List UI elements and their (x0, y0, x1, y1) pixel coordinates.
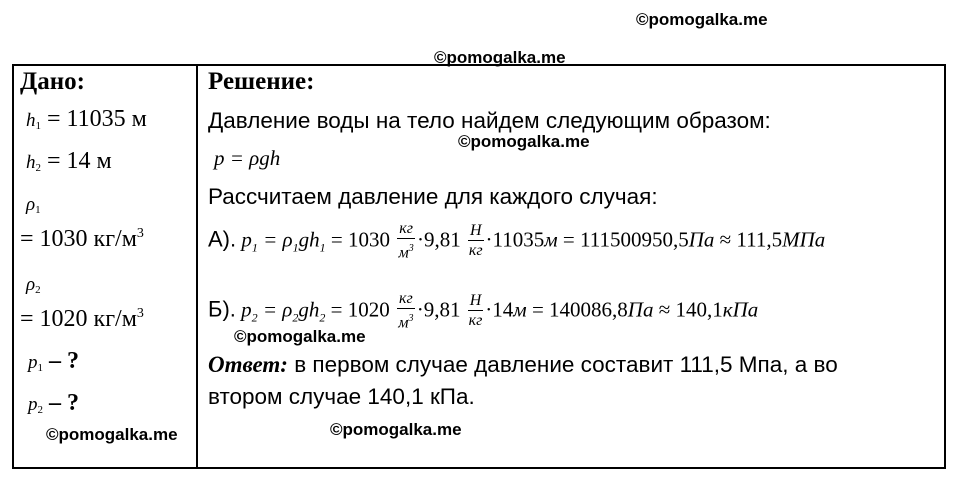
answer-line-2: втором случае 140,1 кПа. (208, 384, 475, 409)
watermark: ©pomogalka.me (434, 48, 566, 67)
case-b-formula: Б). $p_2 = \rho_2gh_2 = 1020$ $\frac{кг}{м^3}$ ·9,81 $\frac{Н}{кг}$ ·14м = 140086,8Па ≈ 140,1кПа (208, 290, 759, 332)
fraction-n-kg: $\frac{Н}{кг}$ (468, 292, 483, 330)
given-p2: $p_2$ – ? (28, 390, 79, 416)
given-p1: $p_1$ – ? (28, 348, 79, 374)
watermark: ©pomogalka.me (330, 420, 462, 439)
watermark: ©pomogalka.me (46, 425, 178, 444)
fraction-kg-m3: $\frac{кг}{м^3}$ (398, 290, 414, 332)
answer-line-1: Ответ: в первом случае давление составит 111,5 Мпа, а во (208, 352, 838, 377)
solution-intro: Давление воды на тело найдем следующим образом: (208, 108, 771, 133)
answer-label: Ответ: (208, 352, 288, 377)
solution-title: Решение: (208, 68, 315, 95)
given-h1: $h_1 = 11035$ м (26, 106, 147, 132)
given-rho1: $\rho_1$ (26, 194, 41, 216)
fraction-kg-m3: $\frac{кг}{м^3}$ (398, 220, 414, 262)
fraction-n-kg: $\frac{Н}{кг}$ (468, 222, 483, 260)
given-title: Дано: (20, 68, 85, 95)
watermark: ©pomogalka.me (458, 132, 590, 151)
watermark: ©pomogalka.me (234, 327, 366, 346)
given-rho1-value: = 1030 $кг/м^3$ (20, 226, 144, 252)
given-rho2: $\rho_2$ (26, 274, 41, 296)
calc-intro: Рассчитаем давление для каждого случая: (208, 184, 658, 209)
base-formula: p = ρgh (214, 146, 281, 170)
watermark: ©pomogalka.me (636, 10, 768, 29)
given-rho2-value: = 1020 $кг/м^3$ (20, 306, 144, 332)
column-divider (196, 64, 198, 469)
given-h2: $h_2 = 14$ м (26, 148, 112, 174)
case-a-formula: А). $p_1 = \rho_1gh_1 = 1030$ $\frac{кг}{м^3}$ ·9,81 $\frac{Н}{кг}$ ·11035м = 111500950,5Па ≈ 111,5МПа (208, 220, 826, 262)
